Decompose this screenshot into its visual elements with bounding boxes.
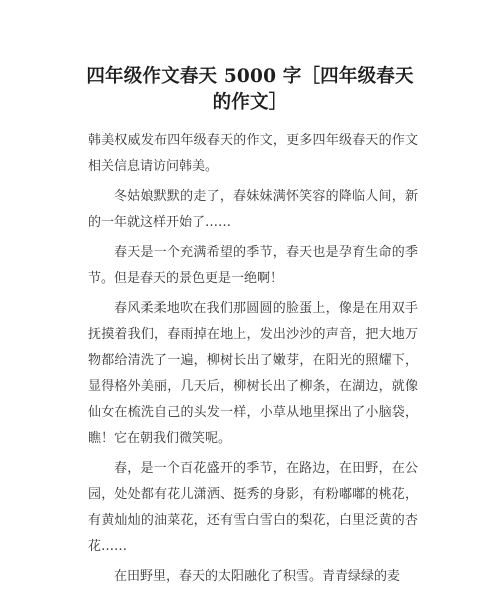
paragraph: 春天是一个充满希望的季节，春天也是孕育生命的季节。但是春天的景色更是一绝啊！ [88,245,418,286]
document-title: 四年级作文春天 5000 字［四年级春天的作文］ [86,66,414,113]
paragraph-intro: 韩美权威发布四年级春天的作文，更多四年级春天的作文相关信息请访问韩美。 [88,133,418,174]
paragraph: 冬姑娘默默的走了，春妹妹满怀笑容的降临人间，新的一年就这样开始了…… [88,189,418,230]
paragraph: 春，是一个百花盛开的季节，在路边，在田野，在公园，处处都有花儿潇洒、挺秀的身影，有粉嘟嘟的桃花，有黄灿灿的油菜花，还有雪白雪白的梨花，白里泛黄的杏花…… [88,461,418,554]
paragraph: 在田野里，春天的太阳融化了积雪。青青绿绿的麦 [114,569,401,584]
document-body [88,128,418,594]
paragraph: 春风柔柔地吹在我们那圆圆的脸蛋上，像是在用双手抚摸着我们，春雨掉在地上，发出沙沙的声音，把大地万物都给清洗了一遍，柳树长出了嫩芽，在阳光的照耀下，显得格外美丽，几天后，柳树长出了柳条，在湖边，就像仙女在梳洗自己的头发一样，小草从地里探出了小脑袋，瞧！它在朝我们微笑呢。 [88,301,418,446]
